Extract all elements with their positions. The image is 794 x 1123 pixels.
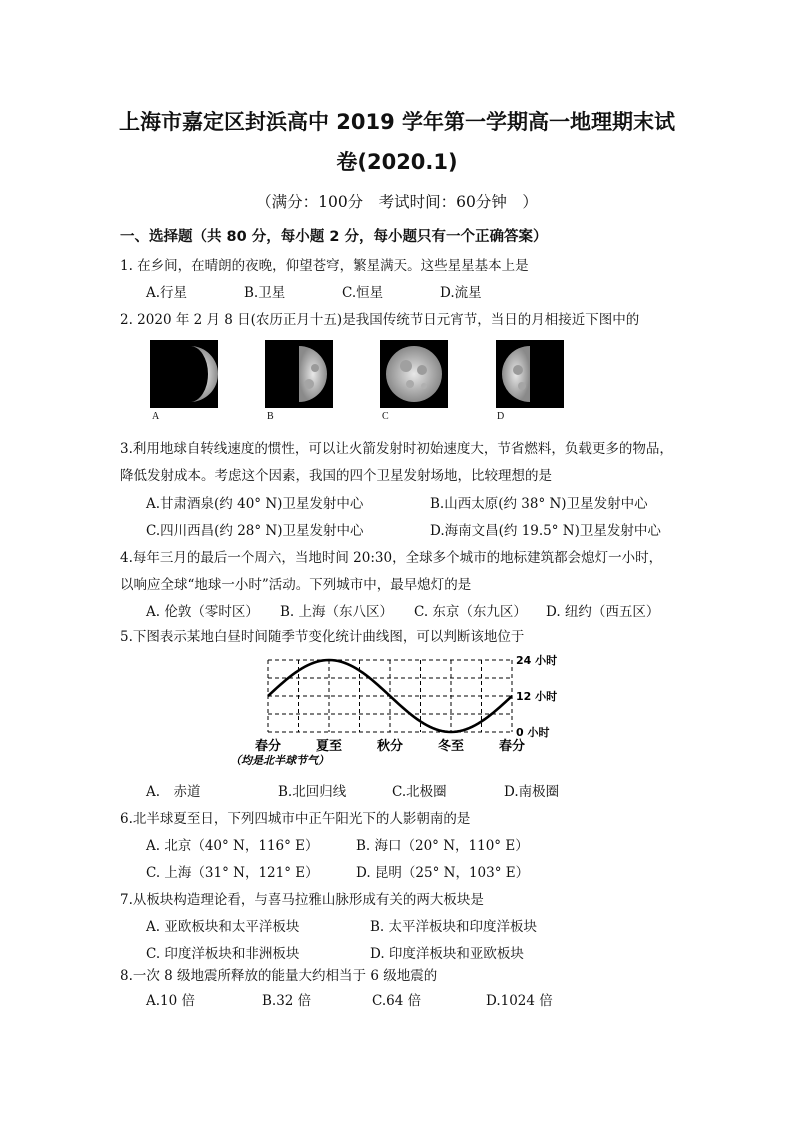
q8-option-c: C.64 倍 bbox=[372, 993, 422, 1009]
question-4-text-line2: 以响应全球“地球一小时”活动。下列城市中，最早熄灯的是 bbox=[120, 577, 472, 593]
section-heading: 一、选择题（共 80 分，每小题 2 分，每小题只有一个正确答案） bbox=[120, 229, 548, 245]
q7-option-d: D. 印度洋板块和亚欧板块 bbox=[370, 946, 524, 962]
q3-option-b: B.山西太原(约 38° N)卫星发射中心 bbox=[430, 496, 648, 512]
q5-option-b: B.北回归线 bbox=[278, 784, 347, 800]
question-2-text: 2. 2020 年 2 月 8 日(农历正月十五)是我国传统节日元宵节，当日的月相接近下图中的 bbox=[120, 312, 640, 328]
q5-option-d: D.南极圈 bbox=[504, 784, 560, 800]
exam-title-line2: 卷(2020.1) bbox=[336, 150, 458, 174]
daylight-chart bbox=[220, 652, 560, 770]
q4-option-d: D. 纽约（西五区） bbox=[546, 604, 660, 620]
q4-option-a: A. 伦敦（零时区） bbox=[146, 604, 259, 620]
q3-option-d: D.海南文昌(约 19.5° N)卫星发射中心 bbox=[430, 523, 661, 539]
question-6-text: 6.北半球夏至日，下列四城市中正午阳光下的人影朝南的是 bbox=[120, 811, 471, 827]
q1-option-d: D.流星 bbox=[440, 285, 482, 301]
q8-option-b: B.32 倍 bbox=[262, 993, 312, 1009]
q1-option-a: A.行星 bbox=[146, 285, 188, 301]
moon-label-c: C bbox=[382, 411, 389, 422]
moon-phase-image-d bbox=[496, 340, 564, 408]
q7-option-b: B. 太平洋板块和印度洋板块 bbox=[370, 919, 538, 935]
question-7-text: 7.从板块构造理论看，与喜马拉雅山脉形成有关的两大板块是 bbox=[120, 892, 484, 908]
moon-label-a: A bbox=[152, 411, 160, 422]
q5-option-c: C.北极圈 bbox=[392, 784, 447, 800]
moon-label-b: B bbox=[267, 411, 274, 422]
x-tick-label: 春分 bbox=[498, 739, 526, 754]
x-tick-label: 冬至 bbox=[437, 739, 465, 754]
q7-option-c: C. 印度洋板块和非洲板块 bbox=[146, 946, 300, 962]
moon-phase-image-c bbox=[380, 340, 448, 408]
q6-option-d: D. 昆明（25° N，103° E） bbox=[356, 865, 530, 881]
exam-meta: （满分：100分 考试时间：60分钟 ） bbox=[256, 193, 538, 211]
y-tick-label: 0 小时 bbox=[516, 726, 550, 739]
x-tick-label: 春分 bbox=[254, 739, 282, 754]
q1-option-c: C.恒星 bbox=[342, 285, 384, 301]
question-4-text-line1: 4.每年三月的最后一个周六，当地时间 20:30，全球多个城市的地标建筑都会熄灯一小时， bbox=[120, 550, 663, 566]
q3-option-a: A.甘肃酒泉(约 40° N)卫星发射中心 bbox=[146, 496, 364, 512]
moon-phase-image-a bbox=[150, 340, 218, 408]
q7-option-a: A. 亚欧板块和太平洋板块 bbox=[146, 919, 300, 935]
q3-option-c: C.四川西昌(约 28° N)卫星发射中心 bbox=[146, 523, 364, 539]
question-1-text: 1. 在乡间，在晴朗的夜晚，仰望苍穹，繁星满天。这些星星基本上是 bbox=[120, 258, 529, 274]
q4-option-b: B. 上海（东八区） bbox=[280, 604, 394, 620]
question-3-text-line1: 3.利用地球自转线速度的惯性，可以让火箭发射时初始速度大，节省燃料，负载更多的物品， bbox=[120, 441, 673, 457]
moon-phase-image-b bbox=[265, 340, 333, 408]
q1-option-b: B.卫星 bbox=[244, 285, 286, 301]
question-8-text: 8.一次 8 级地震所释放的能量大约相当于 6 级地震的 bbox=[120, 968, 438, 984]
q6-option-a: A. 北京（40° N，116° E） bbox=[146, 838, 319, 854]
moon-label-d: D bbox=[497, 411, 505, 422]
q4-option-c: C. 东京（东九区） bbox=[414, 604, 527, 620]
x-tick-label: 秋分 bbox=[376, 739, 404, 754]
x-tick-label: 夏至 bbox=[315, 739, 343, 754]
q8-option-d: D.1024 倍 bbox=[486, 993, 553, 1009]
q6-option-c: C. 上海（31° N，121° E） bbox=[146, 865, 319, 881]
q5-option-a: A. 赤道 bbox=[146, 784, 201, 800]
y-tick-label: 12 小时 bbox=[516, 690, 558, 703]
exam-title-line1: 上海市嘉定区封浜高中 2019 学年第一学期高一地理期末试 bbox=[118, 110, 676, 134]
question-3-text-line2: 降低发射成本。考虑这个因素，我国的四个卫星发射场地，比较理想的是 bbox=[120, 468, 552, 484]
q8-option-a: A.10 倍 bbox=[146, 993, 196, 1009]
question-5-text: 5.下图表示某地白昼时间随季节变化统计曲线图，可以判断该地位于 bbox=[120, 629, 525, 645]
chart-note: （均是北半球节气） bbox=[230, 754, 329, 767]
y-tick-label: 24 小时 bbox=[516, 654, 558, 667]
q6-option-b: B. 海口（20° N，110° E） bbox=[356, 838, 529, 854]
